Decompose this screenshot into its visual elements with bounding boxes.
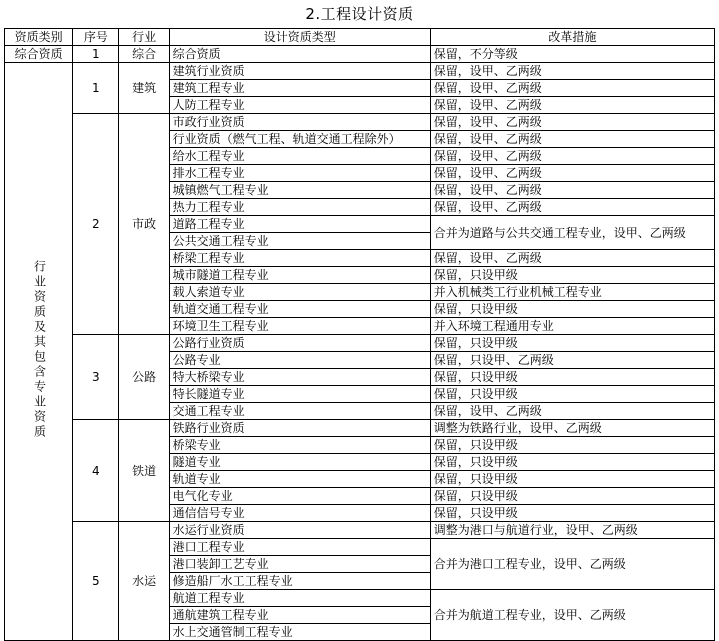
header-measure: 改革措施	[430, 29, 714, 46]
cell-type: 热力工程专业	[169, 199, 430, 216]
table-header-row	[5, 29, 715, 46]
cell-measure: 保留，设甲、乙两级	[430, 114, 714, 131]
table-row	[5, 420, 715, 437]
cell-measure: 保留，设甲、乙两级	[430, 97, 714, 114]
cell-type: 环境卫生工程专业	[169, 318, 430, 335]
cell-type: 桥梁专业	[169, 437, 430, 454]
header-number: 序号	[73, 29, 119, 46]
cell-number: 3	[73, 335, 119, 420]
cell-measure: 保留，设甲、乙两级	[430, 182, 714, 199]
cell-industry: 水运	[119, 522, 169, 641]
qualification-table	[4, 28, 715, 641]
cell-measure: 保留，只设甲级	[430, 488, 714, 505]
cell-type: 轨道交通工程专业	[169, 301, 430, 318]
cell-measure: 保留，只设甲级	[430, 267, 714, 284]
cell-measure: 保留，设甲、乙两级	[430, 131, 714, 148]
cell-type: 综合资质	[169, 46, 430, 63]
cell-industry: 市政	[119, 114, 169, 335]
cell-type: 铁路行业资质	[169, 420, 430, 437]
cell-measure: 合并为港口工程专业，设甲、乙两级	[430, 539, 714, 590]
cell-industry: 铁道	[119, 420, 169, 522]
cell-type: 通航建筑工程专业	[169, 607, 430, 624]
cell-type: 港口工程专业	[169, 539, 430, 556]
cell-type: 港口装卸工艺专业	[169, 556, 430, 573]
cell-type: 隧道专业	[169, 454, 430, 471]
cell-type: 建筑工程专业	[169, 80, 430, 97]
cell-type: 交通工程专业	[169, 403, 430, 420]
cell-measure: 保留，设甲、乙两级	[430, 199, 714, 216]
cell-type: 航道工程专业	[169, 590, 430, 607]
cell-type: 城镇燃气工程专业	[169, 182, 430, 199]
cell-number: 4	[73, 420, 119, 522]
table-row	[5, 114, 715, 131]
cell-type: 特长隧道专业	[169, 386, 430, 403]
cell-type: 市政行业资质	[169, 114, 430, 131]
cell-type: 水上交通管制工程专业	[169, 624, 430, 641]
cell-measure: 调整为铁路行业，设甲、乙两级	[430, 420, 714, 437]
page-title: 2.工程设计资质	[305, 5, 414, 23]
cell-measure: 保留，设甲、乙两级	[430, 80, 714, 97]
header-category: 资质类别	[5, 29, 73, 46]
category-vertical-label: 行业资质及其包含专业资质	[32, 260, 47, 440]
cell-measure: 保留，只设甲、乙两级	[430, 352, 714, 369]
cell-type: 行业资质（燃气工程、轨道交通工程除外）	[169, 131, 430, 148]
cell-measure: 保留，只设甲级	[430, 505, 714, 522]
header-type: 设计资质类型	[169, 29, 430, 46]
cell-type: 排水工程专业	[169, 165, 430, 182]
cell-measure: 保留，只设甲级	[430, 386, 714, 403]
cell-measure: 保留，设甲、乙两级	[430, 148, 714, 165]
cell-type: 公共交通工程专业	[169, 233, 430, 250]
cell-type: 电气化专业	[169, 488, 430, 505]
cell-type: 城市隧道工程专业	[169, 267, 430, 284]
cell-measure: 并入环境工程通用专业	[430, 318, 714, 335]
cell-type: 轨道专业	[169, 471, 430, 488]
cell-measure: 调整为港口与航道行业，设甲、乙两级	[430, 522, 714, 539]
cell-measure: 保留，设甲、乙两级	[430, 165, 714, 182]
cell-measure: 保留，设甲、乙两级	[430, 63, 714, 80]
cell-type: 人防工程专业	[169, 97, 430, 114]
cell-industry: 综合	[119, 46, 169, 63]
table-row	[5, 335, 715, 352]
cell-type: 建筑行业资质	[169, 63, 430, 80]
cell-category-vertical	[5, 63, 73, 641]
table-row	[5, 522, 715, 539]
cell-measure: 并入机械类工行业机械工程专业	[430, 284, 714, 301]
cell-number: 2	[73, 114, 119, 335]
cell-type: 公路行业资质	[169, 335, 430, 352]
cell-number: 5	[73, 522, 119, 641]
cell-measure: 保留，不分等级	[430, 46, 714, 63]
cell-type: 公路专业	[169, 352, 430, 369]
cell-type: 给水工程专业	[169, 148, 430, 165]
cell-measure: 合并为道路与公共交通工程专业，设甲、乙两级	[430, 216, 714, 250]
cell-industry: 建筑	[119, 63, 169, 114]
cell-measure: 保留，设甲、乙两级	[430, 250, 714, 267]
cell-industry: 公路	[119, 335, 169, 420]
cell-type: 通信信号专业	[169, 505, 430, 522]
cell-type: 载人索道专业	[169, 284, 430, 301]
cell-measure: 保留，只设甲级	[430, 301, 714, 318]
cell-measure: 保留，只设甲级	[430, 369, 714, 386]
cell-type: 水运行业资质	[169, 522, 430, 539]
table-row	[5, 46, 715, 63]
cell-type: 修造船厂水工工程专业	[169, 573, 430, 590]
cell-measure: 保留，只设甲级	[430, 437, 714, 454]
cell-type: 特大桥梁专业	[169, 369, 430, 386]
cell-measure: 合并为航道工程专业，设甲、乙两级	[430, 590, 714, 641]
cell-measure: 保留，只设甲级	[430, 454, 714, 471]
cell-number: 1	[73, 46, 119, 63]
cell-measure: 保留，设甲、乙两级	[430, 403, 714, 420]
cell-type: 道路工程专业	[169, 216, 430, 233]
header-industry: 行业	[119, 29, 169, 46]
cell-measure: 保留，只设甲级	[430, 335, 714, 352]
cell-category: 综合资质	[5, 46, 73, 63]
table-row	[5, 63, 715, 80]
cell-type: 桥梁工程专业	[169, 250, 430, 267]
cell-measure: 保留，只设甲级	[430, 471, 714, 488]
cell-number: 1	[73, 63, 119, 114]
